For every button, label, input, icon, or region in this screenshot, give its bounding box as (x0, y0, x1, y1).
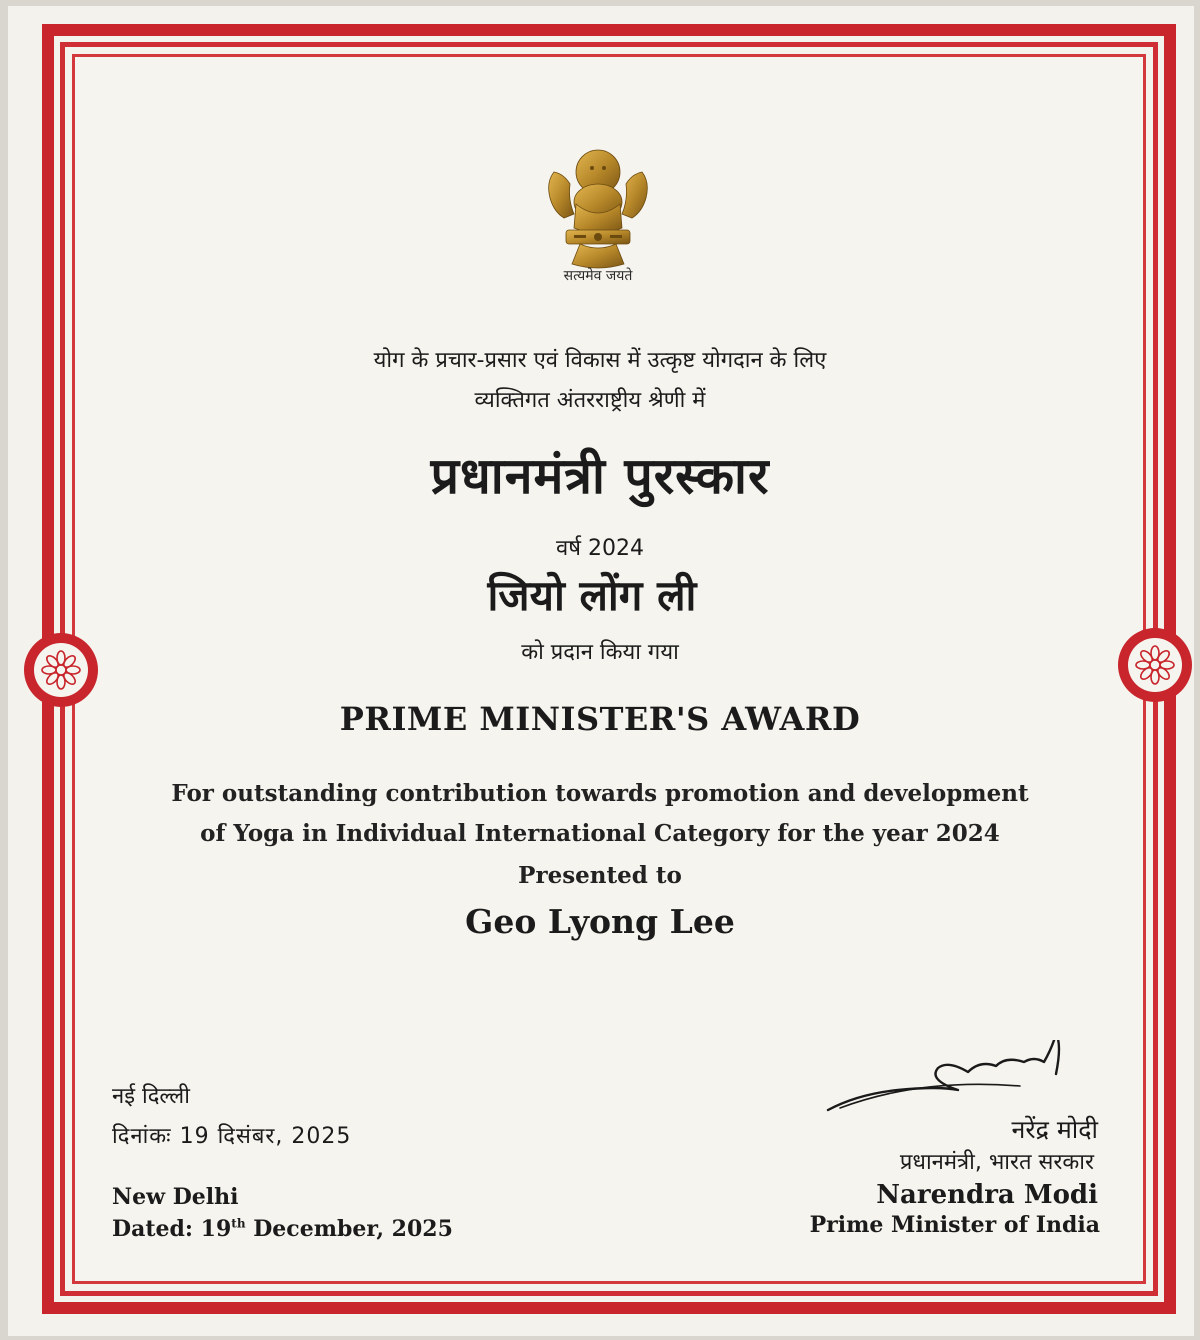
hindi-intro-line-2: व्यक्तिगत अंतरराष्ट्रीय श्रेणी में (474, 388, 706, 413)
date-english-rest: December, 2025 (245, 1216, 453, 1242)
english-recipient-name: Geo Lyong Lee (465, 902, 735, 941)
date-english-prefix: Dated: 19 (112, 1216, 232, 1242)
english-citation-line-2: of Yoga in Individual International Category for the year 2024 (200, 820, 1000, 847)
hindi-award-title: प्रधानमंत्री पुरस्कार (430, 447, 770, 505)
signatory-title-hindi: प्रधानमंत्री, भारत सरकार (899, 1150, 1094, 1175)
date-english-ordinal: th (231, 1216, 246, 1231)
date-hindi: दिनांकः 19 दिसंबर, 2025 (112, 1124, 352, 1149)
english-citation-line-1: For outstanding contribution towards promotion and development (171, 780, 1029, 807)
handwritten-signature (820, 1040, 1110, 1120)
date-english (112, 1216, 453, 1242)
hindi-intro-line-1: योग के प्रचार-प्रसार एवं विकास में उत्कृष्ट योगदान के लिए (373, 348, 827, 373)
signatory-name-english: Narendra Modi (876, 1180, 1098, 1210)
english-award-title: PRIME MINISTER'S AWARD (339, 700, 861, 738)
signatory-title-english: Prime Minister of India (809, 1212, 1100, 1238)
place-hindi: नई दिल्ली (112, 1084, 190, 1109)
place-english: New Delhi (112, 1184, 239, 1210)
signatory-name-hindi: नरेंद्र मोदी (1011, 1115, 1098, 1144)
english-presented-to: Presented to (518, 862, 682, 889)
hindi-recipient-name: जियो लोंग ली (487, 571, 697, 620)
emblem-motto: सत्यमेव जयते (563, 268, 633, 284)
hindi-year-line: वर्ष 2024 (556, 536, 644, 561)
hindi-presented-line: को प्रदान किया गया (521, 640, 679, 665)
